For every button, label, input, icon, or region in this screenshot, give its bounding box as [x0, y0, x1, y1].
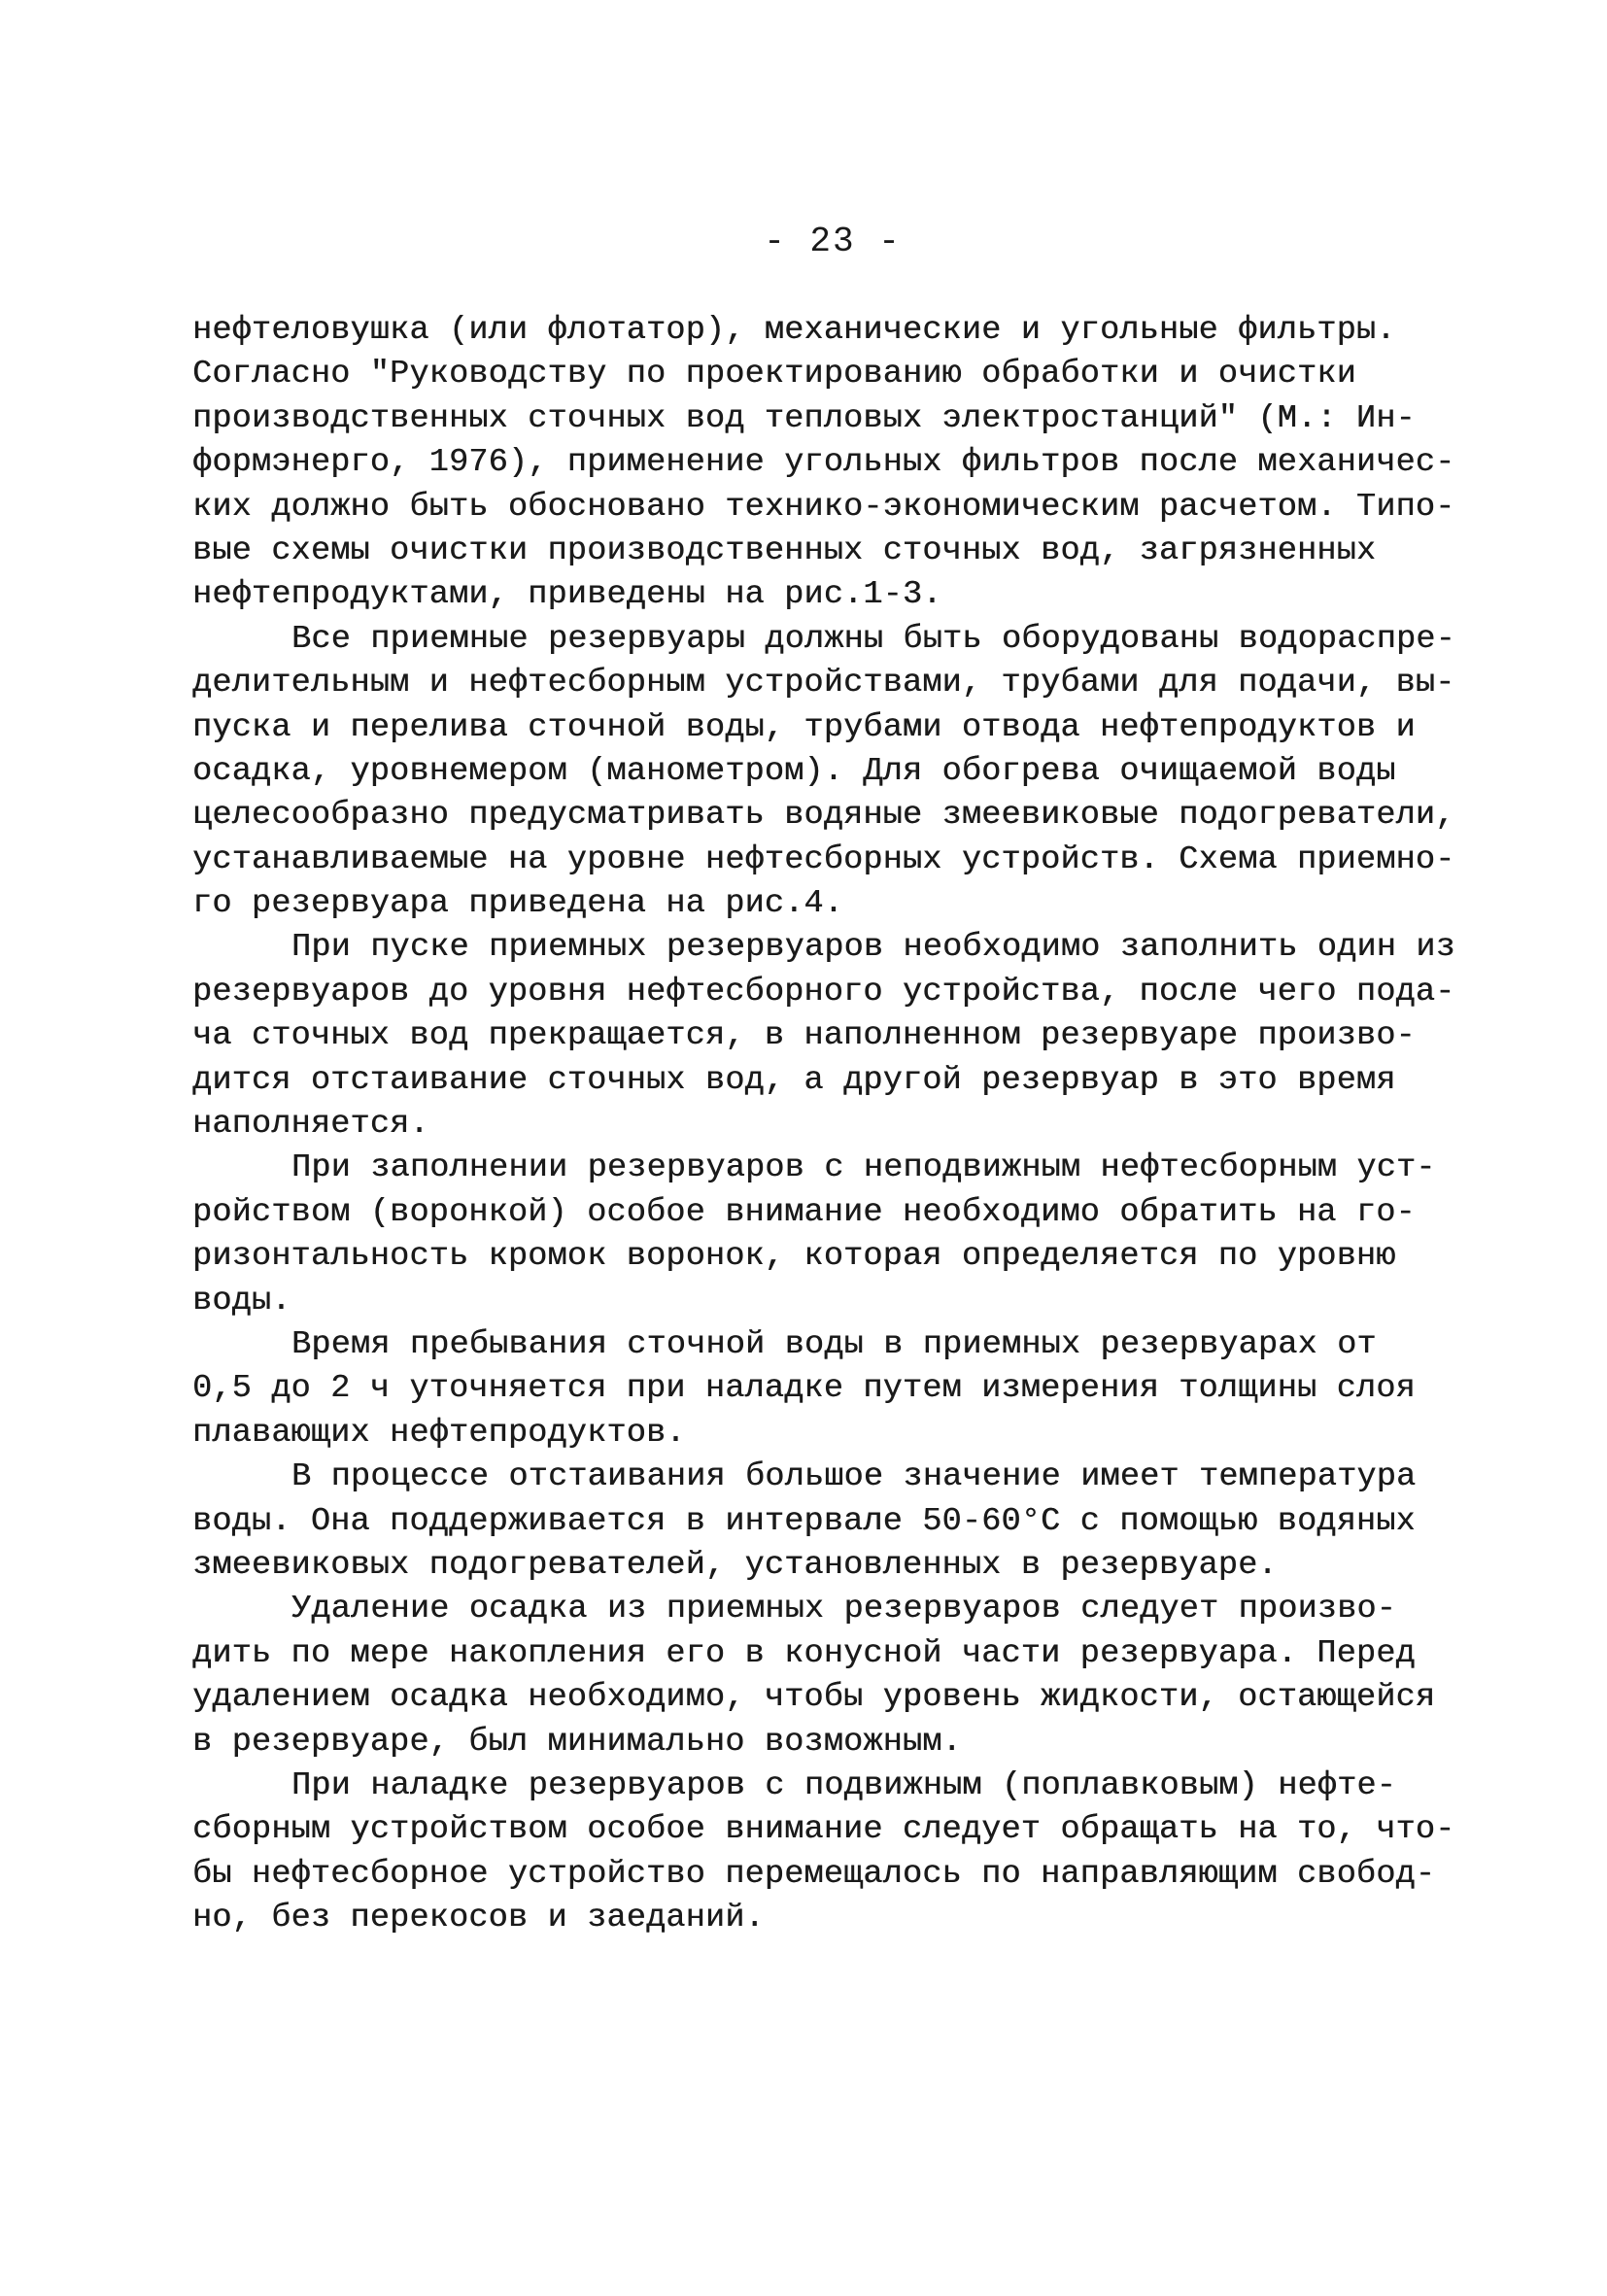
text-line: но, без перекосов и заеданий. — [192, 1900, 765, 1937]
paragraph — [192, 1147, 1436, 1323]
text-line: ризонтальность кромок воронок, которая определяется по уровню — [192, 1238, 1396, 1276]
text-line: Согласно "Руководству по проектированию обработки и очистки — [192, 356, 1356, 394]
text-line: делительным и нефтесборным устройствами, трубами для подачи, вы- — [192, 665, 1455, 703]
text-line: При наладке резервуаров с подвижным (поплавковым) нефте- — [291, 1766, 1396, 1804]
text-line: ча сточных вод прекращается, в наполненном резервуаре произво- — [192, 1017, 1416, 1055]
body-text — [192, 309, 1455, 1940]
text-line: плавающих нефтепродуктов. — [192, 1414, 686, 1452]
text-line: наполняется. — [192, 1106, 429, 1144]
text-line: осадка, уровнемером (манометром). Для обогрева очищаемой воды — [192, 752, 1396, 790]
text-line: При пуске приемных резервуаров необходимо заполнить один из — [291, 929, 1455, 967]
text-line: дится отстаивание сточных вод, а другой резервуар в это время — [192, 1061, 1396, 1099]
text-line: устанавливаемые на уровне нефтесборных устройств. Схема приемно- — [192, 840, 1455, 878]
text-line: нефтеловушка (или флотатор), механические и угольные фильтры. — [192, 312, 1396, 349]
paragraph — [192, 618, 1455, 927]
text-line: вые схемы очистки производственных сточных вод, загрязненных — [192, 531, 1377, 569]
text-line: дить по мере накопления его в конусной части резервуара. Перед — [192, 1634, 1416, 1672]
text-line: Удаление осадка из приемных резервуаров следует произво- — [291, 1591, 1396, 1628]
paragraph — [192, 926, 1455, 1147]
text-line: го резервуара приведена на рис.4. — [192, 885, 844, 923]
text-line: ких должно быть обосновано технико-экономическим расчетом. Типо- — [192, 488, 1455, 526]
text-line: Время пребывания сточной воды в приемных резервуарах от — [291, 1325, 1377, 1363]
text-line: удалением осадка необходимо, чтобы уровень жидкости, остающейся — [192, 1679, 1436, 1717]
text-line: сборным устройством особое внимание следует обращать на то, что- — [192, 1811, 1455, 1849]
text-line: бы нефтесборное устройство перемещалось по направляющим свобод- — [192, 1855, 1436, 1893]
text-line: 0,5 до 2 ч уточняется при наладке путем измерения толщины слоя — [192, 1370, 1416, 1408]
paragraph — [192, 1323, 1424, 1456]
text-line: пуска и перелива сточной воды, трубами отвода нефтепродуктов и — [192, 708, 1416, 746]
text-line: формэнерго, 1976), применение угольных фильтров после механичес- — [192, 444, 1455, 482]
text-line: целесообразно предусматривать водяные змеевиковые подогреватели, — [192, 797, 1455, 835]
paragraph — [192, 1588, 1436, 1765]
text-line: ройством (воронкой) особое внимание необходимо обратить на го- — [192, 1193, 1416, 1231]
paragraph — [192, 309, 1455, 618]
text-line: воды. Она поддерживается в интервале 50-60°С с помощью водяных — [192, 1502, 1416, 1540]
text-line: воды. — [192, 1282, 291, 1319]
text-line: В процессе отстаивания большое значение имеет температура — [291, 1458, 1417, 1496]
text-line: резервуаров до уровня нефтесборного устройства, после чего пода- — [192, 973, 1455, 1011]
text-line: При заполнении резервуаров с неподвижным нефтесборным уст- — [291, 1149, 1436, 1187]
paragraph — [192, 1456, 1424, 1588]
text-line: производственных сточных вод тепловых электростанций" (М.: Ин- — [192, 399, 1416, 437]
paragraph — [192, 1765, 1455, 1941]
text-line: Все приемные резервуары должны быть оборудованы водораспре- — [291, 620, 1455, 658]
text-line: нефтепродуктами, приведены на рис.1-3. — [192, 576, 942, 614]
text-line: в резервуаре, был минимально возможным. — [192, 1723, 962, 1761]
page-number: - 23 - — [764, 222, 902, 261]
text-line: змеевиковых подогревателей, установленных в резервуаре. — [192, 1546, 1278, 1584]
